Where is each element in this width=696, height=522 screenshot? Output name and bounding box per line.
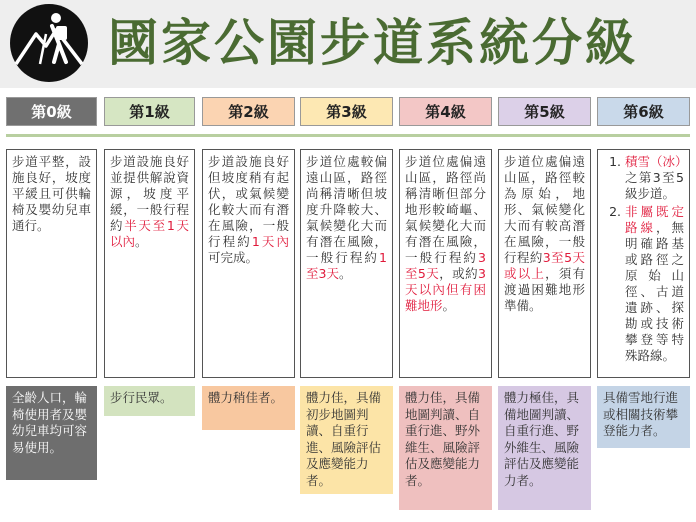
hiker-mountain-logo-icon — [10, 4, 88, 82]
description-text: 。 — [135, 234, 148, 249]
level-4-header: 第4級 — [399, 97, 492, 126]
level-0-capability: 全齡人口，輪椅使用者及嬰幼兒車均可容易使用。 — [6, 386, 97, 480]
level-2-description — [202, 149, 295, 378]
level-6-header: 第6級 — [597, 97, 690, 126]
page-title: 國家公園步道系統分級 — [108, 14, 638, 72]
level-4-description — [399, 149, 492, 378]
list-item — [625, 204, 684, 364]
level-0-header: 第0級 — [6, 97, 97, 126]
level-3-header: 第3級 — [300, 97, 393, 126]
snow-highlight: 積雪（冰） — [625, 154, 688, 169]
description-text: ，無明確路基或路徑之原始山徑、古道遺跡、探勘或技術攀登等特殊路線。 — [625, 220, 684, 363]
description-text: 。 — [338, 266, 352, 281]
description-text: ，須有渡過困難地形準備。 — [504, 266, 585, 313]
duration-highlight: 3至5天或以上 — [504, 250, 585, 281]
description-text: 步道位處偏遠山區，路徑尚稱清晰但部分地形較崎嶇、氣候變化大而有潛在風險，一般行程約 — [405, 154, 486, 265]
description-text: 步道平整，設施良好，坡度平緩且可供輪椅及嬰幼兒車通行。 — [12, 154, 91, 233]
description-text: 步道設施良好但坡度稍有起伏，或氣候變化較大而有潛在風險，一般行程約 — [208, 154, 289, 249]
duration-highlight: 3天以內但有困難地形 — [405, 266, 486, 313]
level-3-description — [300, 149, 393, 378]
special-route-list — [603, 154, 688, 364]
level-5-description — [498, 149, 591, 378]
header-banner — [0, 0, 696, 88]
level-5-capability: 體力極佳，具備地圖判讀、自重行進、野外維生、風險評估及應變能力者。 — [498, 386, 591, 510]
description-text: ，或約 — [439, 266, 479, 281]
level-4-capability: 體力佳，具備地圖判讀、自重行進、野外維生、風險評估及應變能力者。 — [399, 386, 492, 510]
level-6-description — [597, 149, 690, 378]
level-6-capability: 具備雪地行進或相關技術攀登能力者。 — [597, 386, 690, 448]
level-1-header: 第1級 — [104, 97, 195, 126]
description-text: 步道設施良好並提供解說資源，坡度平緩，一般行程約 — [110, 154, 189, 233]
level-5-header: 第5級 — [498, 97, 591, 126]
duration-highlight: 1天內 — [251, 234, 289, 249]
level-1-description — [104, 149, 195, 378]
level-2-capability: 體力稍佳者。 — [202, 386, 295, 430]
description-text: 步道位處偏遠山區，路徑較為原始，地形、氣候變化大而有較高潛在風險，一般行程約 — [504, 154, 585, 265]
list-item — [625, 154, 688, 202]
level-1-capability: 步行民眾。 — [104, 386, 195, 416]
description-text: 步道位處較偏遠山區，路徑尚稱清晰但坡度升降較大、氣候變化大而有潛在風險，一般行程約 — [306, 154, 387, 265]
level-0-description — [6, 149, 97, 378]
description-text: 可完成。 — [208, 250, 259, 265]
duration-highlight: 1至3天 — [306, 250, 387, 281]
divider-line — [6, 134, 690, 137]
duration-highlight: 3至5天 — [405, 250, 486, 281]
duration-highlight: 半天至1天以內 — [110, 218, 189, 249]
level-3-capability: 體力佳，具備初步地圖判讀、自重行進、風險評估及應變能力者。 — [300, 386, 393, 494]
description-text: 之第3至5級步道。 — [625, 170, 684, 201]
description-text: 。 — [442, 298, 456, 313]
level-2-header: 第2級 — [202, 97, 295, 126]
non-route-highlight: 非屬既定路線 — [625, 204, 684, 235]
